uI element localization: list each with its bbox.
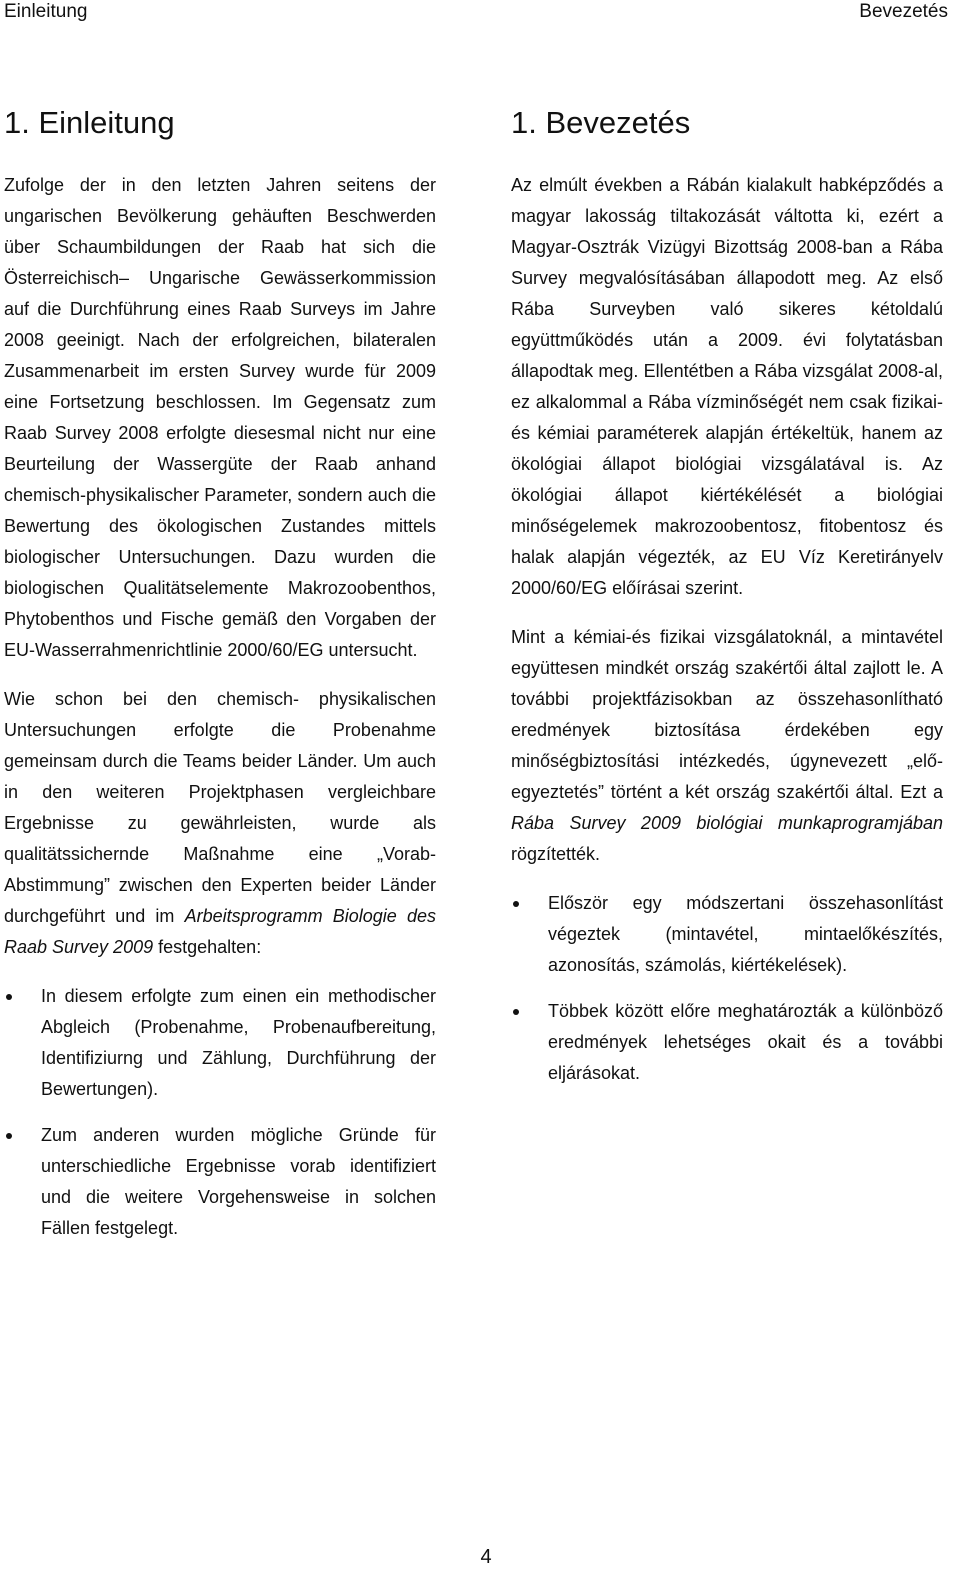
german-bullet-item: Zum anderen wurden mögliche Gründe für unterschiedliche Ergebnisse vorab identifiziert und die weitere Vorgehensweise in solchen Fällen festgelegt. [4,1120,436,1244]
hungarian-program-title: Rába Survey 2009 biológiai munkaprogramjában [511,813,943,833]
german-column [4,100,436,1244]
bullet-icon [6,1133,12,1139]
hungarian-column [511,100,943,1089]
hungarian-paragraph-intro: Az elmúlt években a Rábán kialakult habképződés a magyar lakosság tiltakozását váltotta ki, ezért a Magyar-Osztrák Vizügyi Bizottság 2008-ban a Rába Survey megvalósításában állapodott meg. Az első Rába Surveyben való sikeres kétoldalú együttműködés után a 2009. évi folytatásban állapodtak meg. Ellentétben a Rába vizsgálat 2008-al, ez alkalommal a Rába vízminőségét nem csak fizikai-és kémiai paraméterek alapján értékeltük, hanem az ökológiai állapot biológiai vizsgálatával is. Az ökológiai állapot kiértékélését a biológiai minőségelemek makrozoobentosz, fitobentosz és halak alapján végezték, az EU Víz Keretirányelv 2000/60/EG előírásai szerint. [511,175,943,598]
running-header-left: Einleitung [4,1,88,22]
german-bullet-item: In diesem erfolgte zum einen ein methodischer Abgleich (Probenahme, Probenaufbereitung, Identifiziurng und Zählung, Durchführung der Bewertungen). [4,981,436,1105]
german-bullet-list [4,981,436,1244]
hungarian-section-title: 1. Bevezetés [511,105,691,140]
german-program-title: Arbeitsprogramm Biologie des Raab Survey 2009 [4,906,436,957]
bullet-icon [6,994,12,1000]
bullet-icon [513,1009,519,1015]
running-header-right: Bevezetés [859,1,948,22]
page-number: 4 [480,1546,492,1568]
german-section-title: 1. Einleitung [4,105,175,140]
german-paragraph-intro: Zufolge der in den letzten Jahren seitens der ungarischen Bevölkerung gehäuften Beschwerden über Schaumbildungen der Raab hat sich die Österreichisch– Ungarische Gewässerkommission auf die Durchführung eines Raab Surveys im Jahre 2008 geeinigt. Nach der erfolgreichen, bilateralen Zusammenarbeit im ersten Survey wurde für 2009 eine Fortsetzung beschlossen. Im Gegensatz zum Raab Survey 2008 erfolgte diesesmal nicht nur eine Beurteilung der Wassergüte der Raab anhand chemisch-physikalischer Parameter, sondern auch die Bewertung des ökologischen Zustandes mittels biologischer Untersuchungen. Dazu wurden die biologischen Qualitätselemente Makrozoobenthos, Phytobenthos und Fische gemäß den Vorgaben der EU-Wasserrahmenrichtlinie 2000/60/EG untersucht. [4,175,436,660]
german-paragraph-sampling: Wie schon bei den chemisch- physikalischen Untersuchungen erfolgte die Probenahme gemeinsam durch die Teams beider Länder. Um auch in den weiteren Projektphasen vergleichbare Ergebnisse zu gewährleisten, wurde als qualitätssichernde Maßnahme eine „Vorab- Abstimmung” zwischen den Experten beider Länder durchgeführt und im Arbeitsprogramm Biologie des Raab Survey 2009 festgehalten: [4,689,436,957]
bullet-icon [513,901,519,907]
hungarian-bullet-item: Először egy módszertani összehasonlítást végeztek (mintavétel, mintaelőkészítés, azonosítás, számolás, kiértékelések). [511,888,943,981]
hungarian-bullet-list [511,888,943,1089]
hungarian-paragraph-sampling: Mint a kémiai-és fizikai vizsgálatoknál, a mintavétel együttesen mindkét ország szakértői által zajlott le. A további projektfázisokban az összehasonlítható eredmények biztosítása érdekében egy minőségbiztosítási intézkedés, úgynevezett „elő-egyeztetés” történt a két ország szakértői által. Ezt a Rába Survey 2009 biológiai munkaprogramjában rögzítették. [511,627,943,864]
hungarian-bullet-item: Többek között előre meghatározták a különböző eredmények lehetséges okait és a további eljárásokat. [511,996,943,1089]
